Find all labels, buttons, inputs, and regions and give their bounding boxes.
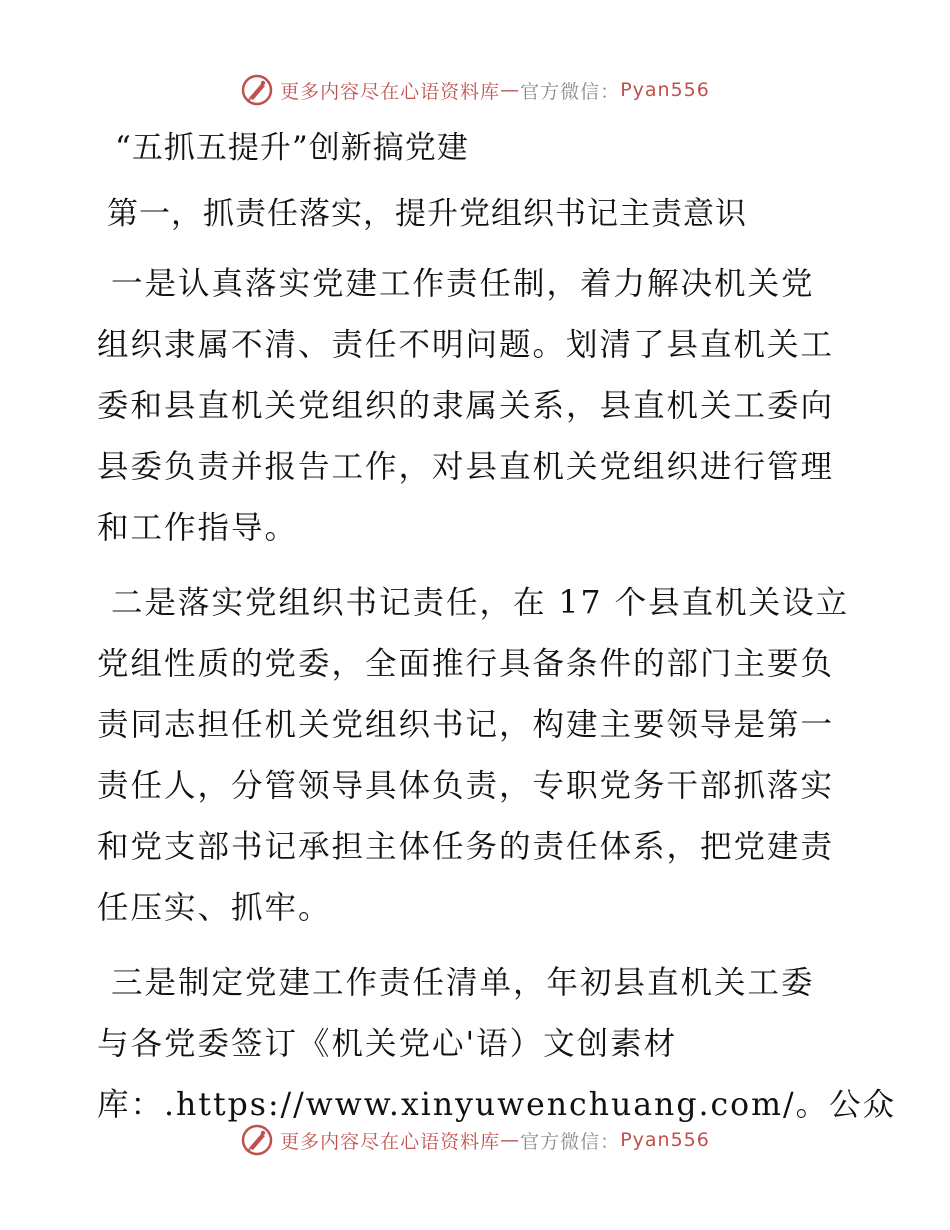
paragraph-line: 责同志担任机关党组织书记，构建主要领导是第一 bbox=[97, 707, 835, 743]
paragraph-line: 二是落实党组织书记责任，在 17 个县直机关设立 bbox=[111, 585, 850, 621]
paragraph-line: 组织隶属不清、责任不明问题。划清了县直机关工 bbox=[97, 327, 835, 363]
paragraph-2 bbox=[97, 573, 857, 939]
pen-logo-icon bbox=[240, 1123, 274, 1157]
footer-site-text: 更多内容尽在心语资料库 bbox=[280, 1130, 501, 1153]
footer-banner bbox=[0, 1120, 950, 1160]
paragraph-3 bbox=[97, 953, 897, 1136]
header-separator: — bbox=[500, 79, 521, 101]
paragraph-line: 和党支部书记承担主体任务的责任体系，把党建责 bbox=[97, 829, 835, 865]
footer-wechat-label: 官方微信： bbox=[520, 1130, 621, 1153]
document-title: “五抓五提升”创新搞党建 bbox=[115, 130, 469, 166]
paragraph-line: 三是制定党建工作责任清单，年初县直机关工委 bbox=[111, 965, 815, 1001]
header-site-text: 更多内容尽在心语资料库 bbox=[280, 80, 501, 103]
paragraph-line: 任压实、抓牢。 bbox=[97, 890, 332, 926]
paragraph-line: 与各党委签订《机关党心'语）文创素材 bbox=[97, 1026, 678, 1062]
document-body bbox=[97, 120, 897, 1150]
section-heading: 第一，抓责任落实，提升党组织书记主责意识 bbox=[107, 196, 747, 232]
paragraph-1 bbox=[97, 254, 857, 559]
pen-logo-icon bbox=[240, 73, 274, 107]
footer-separator: — bbox=[500, 1129, 521, 1151]
header-banner bbox=[0, 70, 950, 110]
paragraph-line: 和工作指导。 bbox=[97, 510, 299, 546]
paragraph-line: 责任人，分管领导具体负责，专职党务干部抓落实 bbox=[97, 768, 835, 804]
header-wechat-label: 官方微信： bbox=[520, 80, 621, 103]
paragraph-line-url: 库：.https://www.xinyuwenchuang.com/。公众 bbox=[97, 1087, 897, 1123]
paragraph-line: 一是认真落实党建工作责任制，着力解决机关党 bbox=[111, 266, 815, 302]
footer-wechat-id: Pyan556 bbox=[620, 1129, 710, 1151]
paragraph-line: 县委负责并报告工作，对县直机关党组织进行管理 bbox=[97, 449, 835, 485]
paragraph-line: 委和县直机关党组织的隶属关系，县直机关工委向 bbox=[97, 388, 835, 424]
paragraph-line: 党组性质的党委，全面推行具备条件的部门主要负 bbox=[97, 646, 835, 682]
header-wechat-id: Pyan556 bbox=[620, 79, 710, 101]
